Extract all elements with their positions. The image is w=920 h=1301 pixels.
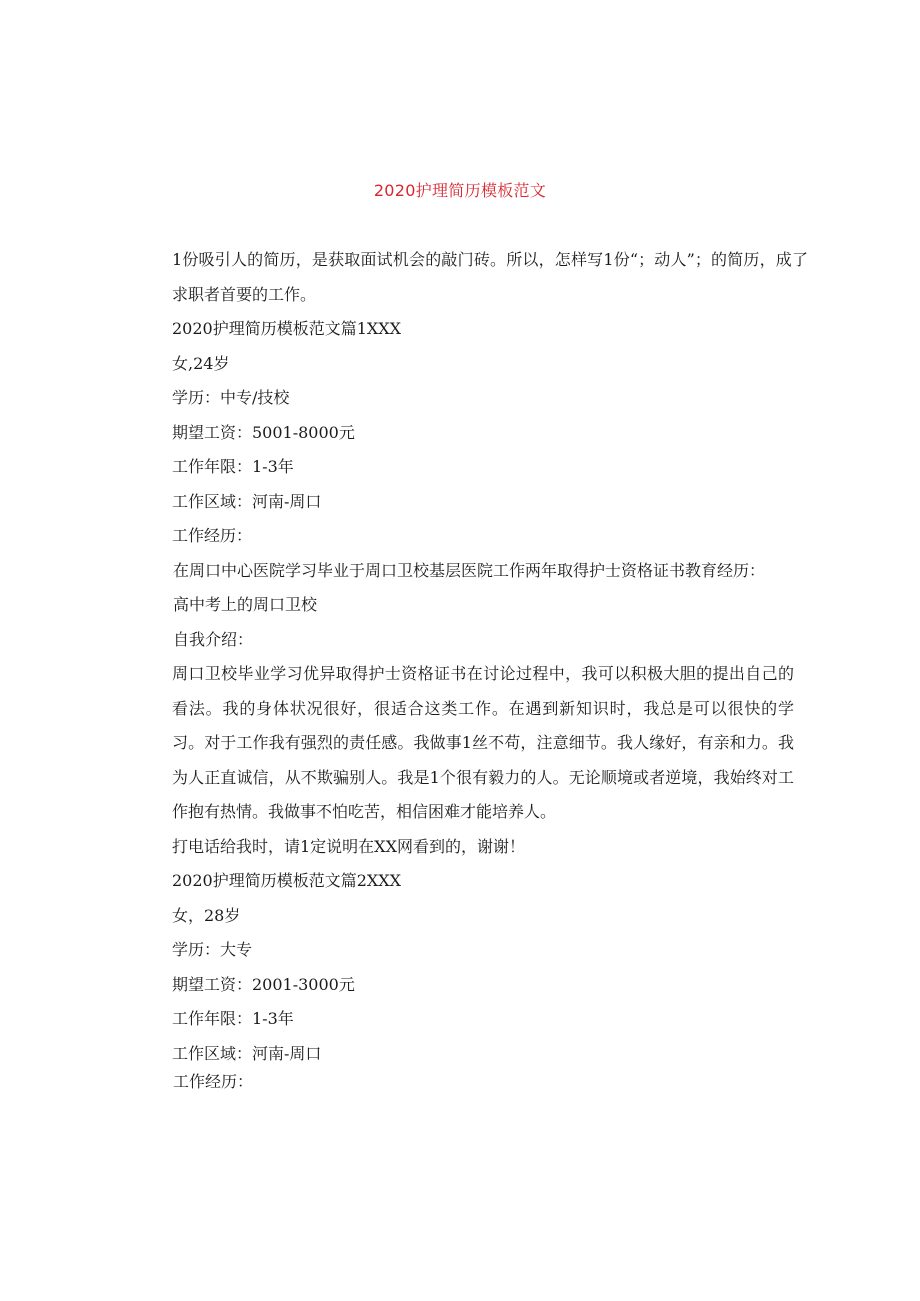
resume2-gender-age: 女，28岁 [172,905,241,925]
resume1-intro-label: 自我介绍： [173,629,254,649]
document-body [172,243,808,1097]
resume2-region: 工作区域：河南-周口 [172,1043,322,1063]
resume2-years: 工作年限：1-3年 [172,1009,294,1028]
resume2-heading: 2020护理简历模板范文篇2XXX [172,871,402,890]
resume2-salary: 期望工资：2001-3000元 [172,974,355,994]
resume1-salary: 期望工资：5001-8000元 [172,422,355,442]
document-title: 2020护理简历模板范文 [373,181,547,200]
resume1-experience-text: 在周口中心医院学习毕业于周口卫校基层医院工作两年取得护士资格证书教育经历： [173,560,766,580]
resume1-education-text: 高中考上的周口卫校 [173,595,318,614]
resume1-call-note: 打电话给我时，请1定说明在XX网看到的，谢谢！ [172,836,525,856]
resume1-self-intro: 周口卫校毕业学习优异取得护士资格证书在讨论过程中，我可以积极大胆的提出自己的看法。我的身体状况很好，很适合这类工作。在遇到新知识时，我总是可以很快的学习。对于工作我有强烈的责任感。我做事1丝不苟，注意细节。我人缘好，有亲和力。我为人正直诚信，从不欺骗别人。我是1个很有毅力的人。无论顺境或者逆境，我始终对工作抱有热情。我做事不怕吃苦，相信困难才能培养人。 [172,664,794,821]
resume1-education: 学历：中专/技校 [172,388,290,407]
resume1-region: 工作区域：河南-周口 [172,491,322,511]
resume2-experience-label: 工作经历： [173,1072,254,1091]
resume1-years: 工作年限：1-3年 [172,457,294,476]
resume2-education: 学历：大专 [172,940,253,959]
resume1-gender-age: 女,24岁 [172,353,230,373]
intro-paragraph: 1份吸引人的简历，是获取面试机会的敲门砖。所以，怎样写1份“；动人”；的简历，成了求职者首要的工作。 [172,250,808,304]
resume1-heading: 2020护理简历模板范文篇1XXX [172,319,402,338]
resume1-experience-label: 工作经历： [172,526,253,545]
